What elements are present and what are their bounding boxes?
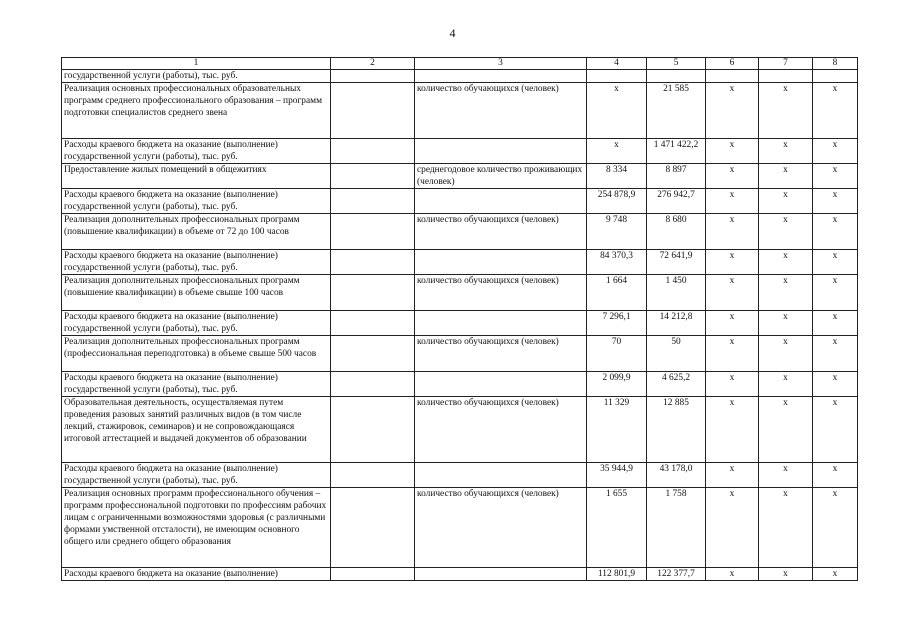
value-col4-cell: 1 655 (587, 488, 647, 568)
col7-cell: х (759, 488, 813, 568)
col6-cell: х (706, 164, 759, 189)
col8-cell: х (813, 275, 858, 311)
value-col5-cell: 4 625,2 (647, 372, 706, 397)
indicator-cell (415, 139, 587, 164)
value-col4-cell: 35 944,9 (587, 463, 647, 488)
service-name-cell: Расходы краевого бюджета на оказание (выполнение) государственной услуги (работы), тыс. руб. (62, 139, 331, 164)
value-col5-cell: 72 641,9 (647, 250, 706, 275)
value-col4-cell: 254 878,9 (587, 189, 647, 214)
col2-cell (331, 139, 415, 164)
col7-cell: х (759, 568, 813, 581)
value-col4-cell: 8 334 (587, 164, 647, 189)
col6-cell: х (706, 311, 759, 336)
col6-cell: х (706, 275, 759, 311)
table-row (62, 189, 858, 214)
value-col4-cell: х (587, 139, 647, 164)
value-col5-cell (647, 70, 706, 83)
value-col4-cell: 7 296,1 (587, 311, 647, 336)
col2-cell (331, 250, 415, 275)
value-col5-cell: 50 (647, 336, 706, 372)
value-col5-cell: 122 377,7 (647, 568, 706, 581)
table-row (62, 397, 858, 463)
value-col4-cell: 112 801,9 (587, 568, 647, 581)
header-cell: 1 (62, 58, 331, 70)
value-col5-cell: 1 758 (647, 488, 706, 568)
indicator-cell (415, 463, 587, 488)
col8-cell: х (813, 311, 858, 336)
col8-cell: х (813, 488, 858, 568)
header-cell: 4 (587, 58, 647, 70)
service-name-cell: Предоставление жилых помещений в общежитиях (62, 164, 331, 189)
value-col5-cell: 1 471 422,2 (647, 139, 706, 164)
col7-cell: х (759, 372, 813, 397)
value-col5-cell: 8 680 (647, 214, 706, 250)
col6-cell: х (706, 488, 759, 568)
service-name-cell: Реализация дополнительных профессиональных программ (профессиональная переподготовка) в объеме свыше 500 часов (62, 336, 331, 372)
table-row (62, 214, 858, 250)
col8-cell: х (813, 214, 858, 250)
table-row (62, 488, 858, 568)
indicator-cell (415, 70, 587, 83)
col8-cell (813, 70, 858, 83)
col2-cell (331, 189, 415, 214)
header-cell: 2 (331, 58, 415, 70)
col7-cell: х (759, 311, 813, 336)
col2-cell (331, 164, 415, 189)
service-name-cell: Расходы краевого бюджета на оказание (выполнение) государственной услуги (работы), тыс. руб. (62, 372, 331, 397)
col6-cell: х (706, 397, 759, 463)
col2-cell (331, 83, 415, 139)
col6-cell: х (706, 83, 759, 139)
col6-cell: х (706, 214, 759, 250)
table-row (62, 139, 858, 164)
col2-cell (331, 70, 415, 83)
col6-cell: х (706, 568, 759, 581)
col2-cell (331, 275, 415, 311)
col8-cell: х (813, 397, 858, 463)
col8-cell: х (813, 164, 858, 189)
value-col4-cell: 1 664 (587, 275, 647, 311)
col2-cell (331, 568, 415, 581)
value-col4-cell: 70 (587, 336, 647, 372)
service-name-cell: государственной услуги (работы), тыс. руб. (62, 70, 331, 83)
indicator-cell: количество обучающихся (человек) (415, 83, 587, 139)
col7-cell: х (759, 189, 813, 214)
indicator-cell (415, 568, 587, 581)
data-table (61, 57, 858, 581)
value-col5-cell: 1 450 (647, 275, 706, 311)
indicator-cell (415, 311, 587, 336)
value-col5-cell: 14 212,8 (647, 311, 706, 336)
indicator-cell: количество обучающихся (человек) (415, 214, 587, 250)
col7-cell: х (759, 214, 813, 250)
value-col4-cell: 84 370,3 (587, 250, 647, 275)
table-row (62, 336, 858, 372)
header-row (62, 58, 858, 70)
header-cell: 5 (647, 58, 706, 70)
value-col4-cell: 9 748 (587, 214, 647, 250)
col6-cell: х (706, 189, 759, 214)
table-row (62, 83, 858, 139)
col8-cell: х (813, 568, 858, 581)
service-name-cell: Расходы краевого бюджета на оказание (выполнение) (62, 568, 331, 581)
col2-cell (331, 488, 415, 568)
col8-cell: х (813, 189, 858, 214)
table-row (62, 275, 858, 311)
col7-cell: х (759, 336, 813, 372)
service-name-cell: Расходы краевого бюджета на оказание (выполнение) государственной услуги (работы), тыс. руб. (62, 463, 331, 488)
col2-cell (331, 336, 415, 372)
service-name-cell: Реализация основных профессиональных образовательных программ среднего профессионального образования – программ подготовки специалистов среднего звена (62, 83, 331, 139)
col6-cell: х (706, 372, 759, 397)
col8-cell: х (813, 250, 858, 275)
value-col4-cell: 11 329 (587, 397, 647, 463)
value-col5-cell: 8 897 (647, 164, 706, 189)
col2-cell (331, 463, 415, 488)
col2-cell (331, 372, 415, 397)
page-number: 4 (449, 26, 456, 40)
indicator-cell (415, 189, 587, 214)
value-col4-cell: х (587, 83, 647, 139)
header-cell: 8 (813, 58, 858, 70)
col6-cell: х (706, 139, 759, 164)
col8-cell: х (813, 83, 858, 139)
value-col4-cell: 2 099,9 (587, 372, 647, 397)
service-name-cell: Реализация дополнительных профессиональных программ (повышение квалификации) в объеме от 72 до 100 часов (62, 214, 331, 250)
header-cell: 7 (759, 58, 813, 70)
service-name-cell: Реализация основных программ профессионального обучения – программ профессиональной подготовки по профессиям рабочих лицам с ограниченными возможностями здоровья (с различными формами умственной отсталости), не имеющим основного общего или среднего общего образования (62, 488, 331, 568)
col8-cell: х (813, 336, 858, 372)
col7-cell: х (759, 139, 813, 164)
indicator-cell (415, 372, 587, 397)
col6-cell: х (706, 336, 759, 372)
value-col5-cell: 276 942,7 (647, 189, 706, 214)
indicator-cell: количество обучающихся (человек) (415, 275, 587, 311)
col8-cell: х (813, 463, 858, 488)
indicator-cell: количество обучающихся (человек) (415, 488, 587, 568)
col7-cell (759, 70, 813, 83)
col6-cell (706, 70, 759, 83)
value-col5-cell: 12 885 (647, 397, 706, 463)
indicator-cell: среднегодовое количество проживающих (человек) (415, 164, 587, 189)
table-row (62, 250, 858, 275)
col7-cell: х (759, 275, 813, 311)
col2-cell (331, 311, 415, 336)
col7-cell: х (759, 397, 813, 463)
col7-cell: х (759, 83, 813, 139)
table-row (62, 164, 858, 189)
col7-cell: х (759, 250, 813, 275)
service-name-cell: Образовательная деятельность, осуществляемая путем проведения разовых занятий различных видов (в том числе лекций, стажировок, семинаров) и не сопровождающаяся итоговой аттестацией и выдачей документов об образовании (62, 397, 331, 463)
table-row (62, 568, 858, 581)
col7-cell: х (759, 164, 813, 189)
col2-cell (331, 214, 415, 250)
col6-cell: х (706, 463, 759, 488)
col8-cell: х (813, 139, 858, 164)
value-col5-cell: 43 178,0 (647, 463, 706, 488)
header-cell: 6 (706, 58, 759, 70)
table-row (62, 463, 858, 488)
table-row (62, 372, 858, 397)
table-row (62, 70, 858, 83)
col6-cell: х (706, 250, 759, 275)
col2-cell (331, 397, 415, 463)
col7-cell: х (759, 463, 813, 488)
indicator-cell (415, 250, 587, 275)
service-name-cell: Реализация дополнительных профессиональных программ (повышение квалификации) в объеме свыше 100 часов (62, 275, 331, 311)
table-row (62, 311, 858, 336)
value-col5-cell: 21 585 (647, 83, 706, 139)
col8-cell: х (813, 372, 858, 397)
service-name-cell: Расходы краевого бюджета на оказание (выполнение) государственной услуги (работы), тыс. руб. (62, 311, 331, 336)
service-name-cell: Расходы краевого бюджета на оказание (выполнение) государственной услуги (работы), тыс. руб. (62, 250, 331, 275)
service-name-cell: Расходы краевого бюджета на оказание (выполнение) государственной услуги (работы), тыс. руб. (62, 189, 331, 214)
indicator-cell: количество обучающихся (человек) (415, 397, 587, 463)
indicator-cell: количество обучающихся (человек) (415, 336, 587, 372)
value-col4-cell (587, 70, 647, 83)
header-cell: 3 (415, 58, 587, 70)
